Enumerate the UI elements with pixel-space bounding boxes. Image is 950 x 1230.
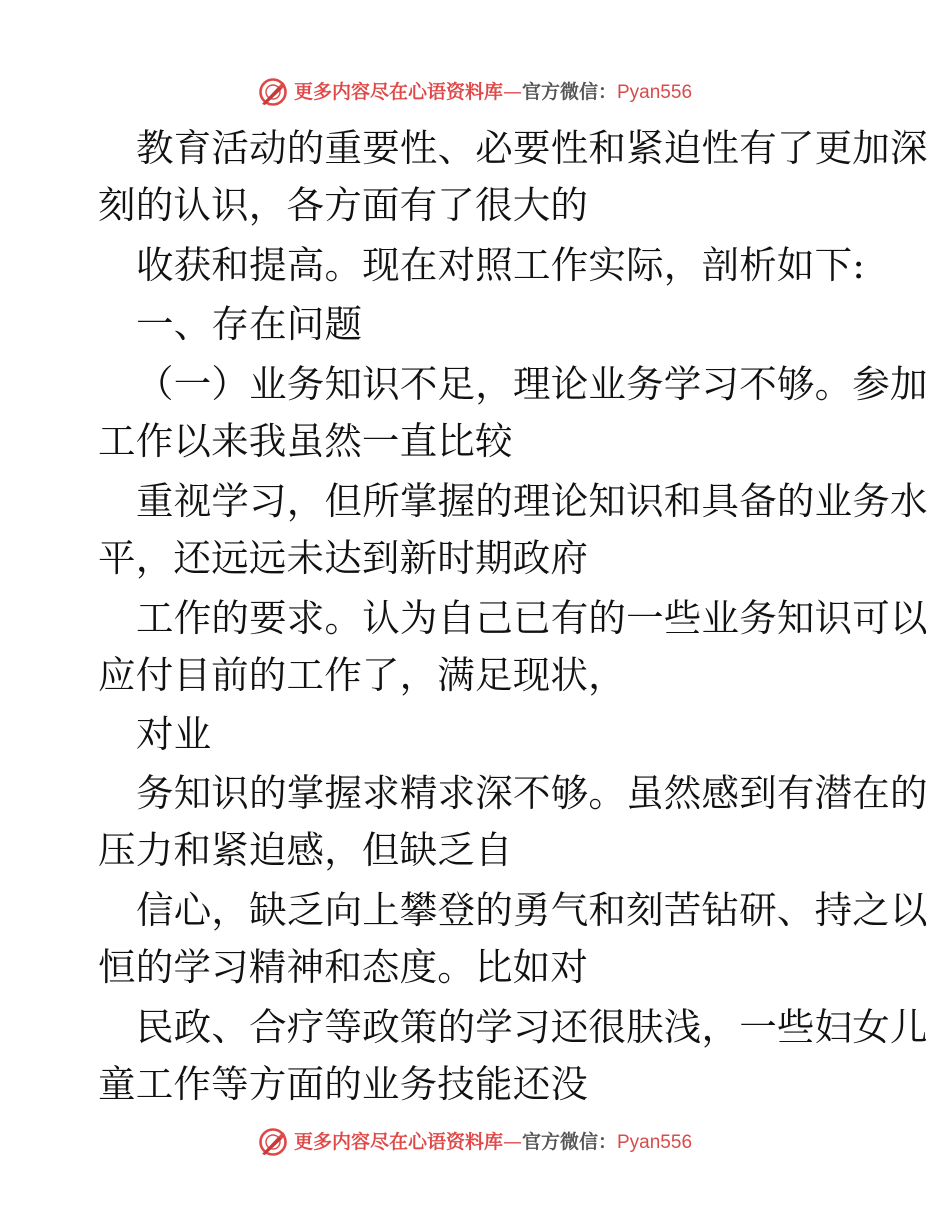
text-line: 对业 <box>136 712 212 756</box>
text-line: 工作的要求。认为自己已有的一些业务知识可以 <box>136 596 928 640</box>
watermark-text <box>293 80 693 103</box>
pen-logo-icon <box>258 77 288 107</box>
text-line: 平，还远远未达到新时期政府 <box>98 536 589 580</box>
text-line: 工作以来我虽然一直比较 <box>98 419 513 463</box>
footer-watermark <box>0 1122 950 1162</box>
text-line: 恒的学习精神和态度。比如对 <box>98 945 589 989</box>
watermark-sub-text: 官方微信： <box>521 80 617 103</box>
watermark-dash: — <box>502 1130 522 1153</box>
text-line: 压力和紧迫感，但缺乏自 <box>98 828 513 872</box>
watermark-dash: — <box>502 80 522 103</box>
text-line: （一）业务知识不足，理论业务学习不够。参加 <box>136 362 928 406</box>
text-line: 应付目前的工作了，满足现状， <box>98 653 626 697</box>
watermark-main-text: 更多内容尽在心语资料库 <box>293 80 503 103</box>
watermark-sub-text: 官方微信： <box>521 1130 617 1153</box>
watermark-main-text: 更多内容尽在心语资料库 <box>293 1130 503 1153</box>
text-line: 收获和提高。现在对照工作实际，剖析如下: <box>136 243 866 287</box>
text-line: 务知识的掌握求精求深不够。虽然感到有潜在的 <box>136 771 928 815</box>
text-line: 重视学习，但所掌握的理论知识和具备的业务水 <box>136 479 928 523</box>
text-line: 信心，缺乏向上攀登的勇气和刻苦钻研、持之以 <box>136 888 928 932</box>
pen-logo-icon <box>258 1127 288 1157</box>
watermark-wechat-id: Pyan556 <box>617 1131 693 1153</box>
text-line: 民政、合疗等政策的学习还很肤浅，一些妇女儿 <box>136 1005 928 1049</box>
text-line: 童工作等方面的业务技能还没 <box>98 1062 589 1106</box>
watermark-text <box>293 1130 693 1153</box>
watermark-wechat-id: Pyan556 <box>617 81 693 103</box>
section-heading: 一、存在问题 <box>136 302 363 346</box>
text-line: 刻的认识，各方面有了很大的 <box>98 183 589 227</box>
text-line: 教育活动的重要性、必要性和紧迫性有了更加深 <box>136 126 928 170</box>
header-watermark <box>0 72 950 112</box>
